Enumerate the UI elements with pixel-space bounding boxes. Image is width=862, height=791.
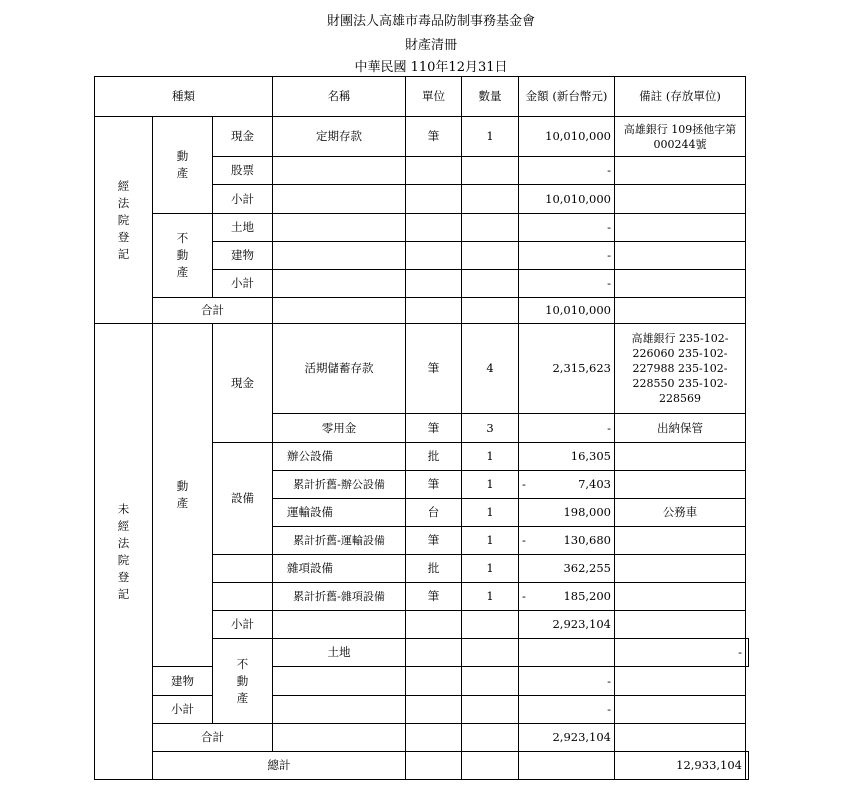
item-unit: 筆 — [406, 414, 462, 443]
item-name: 累計折舊-雜項設備 — [273, 583, 406, 611]
movable-label: 動產 — [153, 117, 213, 214]
document-title: 財產清冊 — [404, 38, 457, 53]
subtotal-label: 小計 — [213, 270, 273, 298]
item-amount: 2,315,623 — [519, 324, 615, 414]
table-row — [95, 214, 749, 242]
item-unit: 筆 — [406, 471, 462, 499]
item-amount: - — [519, 414, 615, 443]
col-header-remark: 備註 (存放單位) — [615, 77, 746, 117]
total-amount: 10,010,000 — [519, 298, 615, 324]
subtotal-label: 小計 — [213, 185, 273, 214]
land-label: 土地 — [273, 639, 406, 667]
report-date: 中華民國 110年12月31日 — [354, 60, 508, 75]
item-amount: - — [519, 214, 615, 242]
item-amount: - — [615, 639, 746, 667]
table-row — [95, 117, 749, 157]
section-registered: 經法院登記 — [95, 117, 153, 324]
item-qty: 1 — [462, 555, 519, 583]
equipment-label: 設備 — [213, 443, 273, 555]
item-remark: 公務車 — [615, 499, 746, 527]
item-remark — [615, 555, 746, 583]
item-qty: 1 — [462, 443, 519, 471]
item-amount: - — [519, 667, 615, 696]
subtotal-amount: - — [519, 270, 615, 298]
col-header-amount: 金額 (新台幣元) — [519, 77, 615, 117]
item-amount: 362,255 — [519, 555, 615, 583]
item-amount: 16,305 — [519, 443, 615, 471]
item-remark: 高雄銀行 235-102-226060 235-102-227988 235-102-228550 235-102-228569 — [615, 324, 746, 414]
section-unregistered: 未經法院登記 — [95, 324, 153, 780]
item-qty: 1 — [462, 527, 519, 555]
item-unit: 筆 — [406, 324, 462, 414]
item-amount: 198,000 — [519, 499, 615, 527]
item-remark — [615, 443, 746, 471]
item-amount: - — [519, 157, 615, 185]
item-remark — [615, 527, 746, 555]
item-unit: 筆 — [406, 583, 462, 611]
immovable-label: 不動產 — [213, 639, 273, 724]
item-name: 辦公設備 — [273, 443, 406, 471]
item-name: 累計折舊-運輸設備 — [273, 527, 406, 555]
negative-sign: - — [522, 589, 526, 603]
header-row — [95, 77, 749, 117]
building-label: 建物 — [153, 667, 213, 696]
table-row — [95, 298, 749, 324]
stock-label: 股票 — [213, 157, 273, 185]
item-name: 零用金 — [273, 414, 406, 443]
item-amount: - 130,680 — [519, 527, 615, 555]
item-amount: 10,010,000 — [519, 117, 615, 157]
item-name: 定期存款 — [273, 117, 406, 157]
item-unit: 筆 — [406, 117, 462, 157]
table-row — [95, 696, 749, 724]
item-qty: 1 — [462, 471, 519, 499]
subtotal-label: 小計 — [153, 696, 213, 724]
item-qty: 1 — [462, 583, 519, 611]
item-name: 運輸設備 — [273, 499, 406, 527]
item-unit: 台 — [406, 499, 462, 527]
org-title: 財團法人高雄市毒品防制事務基金會 — [326, 14, 535, 29]
subtotal-amount: 10,010,000 — [519, 185, 615, 214]
col-header-unit: 單位 — [406, 77, 462, 117]
grand-total-row — [95, 752, 749, 780]
building-label: 建物 — [213, 242, 273, 270]
cash-label: 現金 — [213, 324, 273, 443]
item-remark — [615, 471, 746, 499]
subtotal-label: 小計 — [213, 611, 273, 639]
item-name: 雜項設備 — [273, 555, 406, 583]
item-qty: 3 — [462, 414, 519, 443]
subtotal-amount: 2,923,104 — [519, 611, 615, 639]
item-name: 活期儲蓄存款 — [273, 324, 406, 414]
negative-sign: - — [522, 477, 526, 491]
table-row — [95, 724, 749, 752]
table-row — [95, 324, 749, 414]
immovable-label: 不動產 — [153, 214, 213, 298]
item-qty: 1 — [462, 117, 519, 157]
item-remark: 出納保管 — [615, 414, 746, 443]
item-qty: 4 — [462, 324, 519, 414]
item-unit: 筆 — [406, 527, 462, 555]
total-label: 合計 — [153, 298, 273, 324]
land-label: 土地 — [213, 214, 273, 242]
col-header-qty: 數量 — [462, 77, 519, 117]
subtotal-amount: - — [519, 696, 615, 724]
col-header-category: 種類 — [95, 77, 273, 117]
cash-label: 現金 — [213, 117, 273, 157]
item-unit: 批 — [406, 555, 462, 583]
table-row — [95, 667, 749, 696]
grand-total-amount: 12,933,104 — [615, 752, 746, 780]
item-qty: 1 — [462, 499, 519, 527]
grand-total-label: 總計 — [153, 752, 406, 780]
movable-label: 動產 — [153, 324, 213, 667]
total-label: 合計 — [153, 724, 273, 752]
item-unit: 批 — [406, 443, 462, 471]
total-amount: 2,923,104 — [519, 724, 615, 752]
item-remark — [615, 583, 746, 611]
property-ledger-table — [94, 76, 749, 780]
item-amount: - — [519, 242, 615, 270]
item-amount: - 185,200 — [519, 583, 615, 611]
item-name: 累計折舊-辦公設備 — [273, 471, 406, 499]
col-header-name: 名稱 — [273, 77, 406, 117]
item-remark: 高雄銀行 109拯他字第000244號 — [615, 117, 746, 157]
item-amount: - 7,403 — [519, 471, 615, 499]
negative-sign: - — [522, 533, 526, 547]
